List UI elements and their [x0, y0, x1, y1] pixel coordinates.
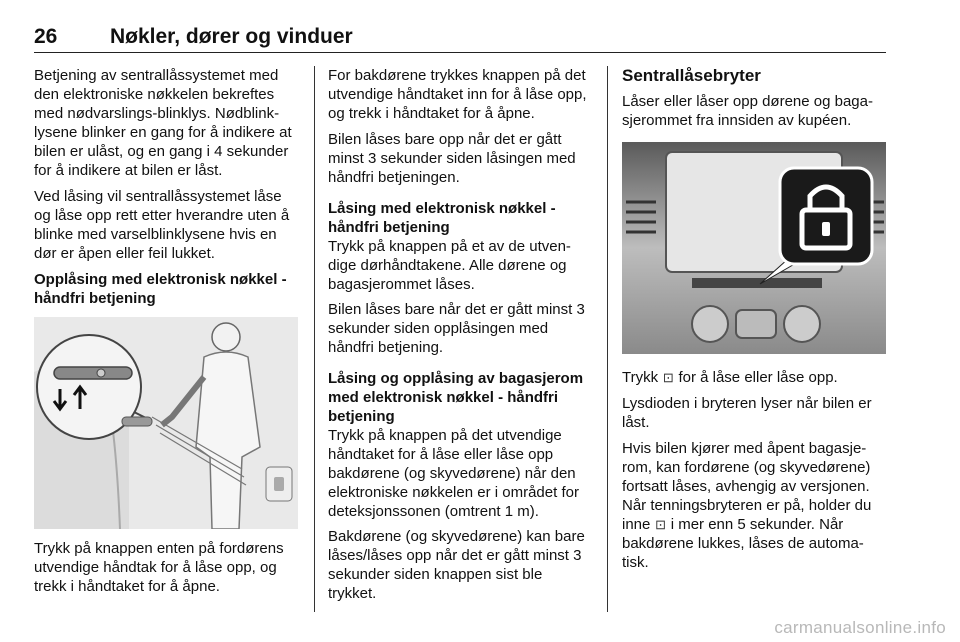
- paragraph-text: i mer enn 5 sekunder. Når bakdørene lukkes, låses de automa-tisk.: [622, 516, 864, 571]
- paragraph-text: for å låse eller låse opp.: [678, 369, 838, 386]
- column-divider: [314, 66, 315, 612]
- paragraph: Bakdørene (og skyvedørene) kan bare låses/låses opp når det er gått minst 3 sekunder siden knappen sist ble trykket.: [328, 528, 585, 602]
- section-heading: Opplåsing med elektronisk nøkkel - håndfri betjening: [34, 271, 287, 307]
- column-1: [34, 66, 298, 603]
- paragraph: Bilen låses bare når det er gått minst 3 sekunder siden opplåsingen med håndfri betjening.: [328, 301, 585, 356]
- section-heading: Låsing med elektronisk nøkkel - håndfri betjening: [328, 200, 556, 236]
- page-header: [34, 25, 886, 53]
- paragraph: Bilen låses bare opp når det er gått minst 3 sekunder siden låsingen med håndfri betjeningen.: [328, 131, 576, 186]
- page-title: Nøkler, dører og vinduer: [110, 25, 353, 48]
- central-lock-switch-photo: [622, 142, 886, 354]
- paragraph: Trykk på knappen på det utvendige håndtaket for å låse eller låse opp bakdørene (og skyvedørene) når den elektroniske nøkkelen er i området for deteksjonssonen (omtrent 1 m).: [328, 427, 579, 520]
- paragraph: Ved låsing vil sentrallåssystemet låse og låse opp rett etter hverandre uten å blinke med varselblinklysene hvis en dør er åpen eller feil lukket.: [34, 188, 290, 262]
- paragraph: Trykk på knappen på et av de utven-dige dørhåndtakene. Alle dørene og bagasjerommet låses.: [328, 238, 571, 293]
- paragraph: Låser eller låser opp dørene og baga-sjerommet fra innsiden av kupéen.: [622, 93, 873, 129]
- section-heading: Sentrallåsebryter: [622, 66, 761, 85]
- paragraph: Trykk på knappen enten på fordørens utvendige håndtak for å låse opp, og trekk i håndtaket for å åpne.: [34, 540, 284, 595]
- paragraph-text: Hvis bilen kjører med åpent bagasje-rom, kan fordørene (og skyvedørene) fortsatt låses, avhengig av versjonen. Når tenningsbryteren er på, holder du inne: [622, 440, 872, 533]
- paragraph-text: Trykk: [622, 369, 659, 386]
- watermark: carmanualsonline.info: [774, 618, 946, 637]
- lock-icon: ⊡: [655, 517, 666, 532]
- page-number: 26: [34, 25, 58, 48]
- lock-icon: ⊡: [662, 370, 674, 385]
- section-heading: Låsing og opplåsing av bagasjerom med elektronisk nøkkel - håndfri betjening: [328, 370, 584, 425]
- column-divider: [607, 66, 608, 612]
- handsfree-unlock-illustration: [34, 317, 298, 529]
- paragraph: Lysdioden i bryteren lyser når bilen er låst.: [622, 395, 872, 431]
- paragraph: Betjening av sentrallåssystemet med den elektroniske nøkkelen bekreftes med nødvarslings-blinklys. Nødblink-lysene blinker en gang for å indikere at bilen er ulåst, og en gang i 4 sekunder for å indikere at bilen er låst.: [34, 67, 292, 179]
- paragraph: For bakdørene trykkes knappen på det utvendige håndtaket inn for å låse opp, og trekk i håndtaket for å åpne.: [328, 67, 587, 122]
- column-3: [622, 66, 886, 579]
- column-2: [328, 66, 592, 610]
